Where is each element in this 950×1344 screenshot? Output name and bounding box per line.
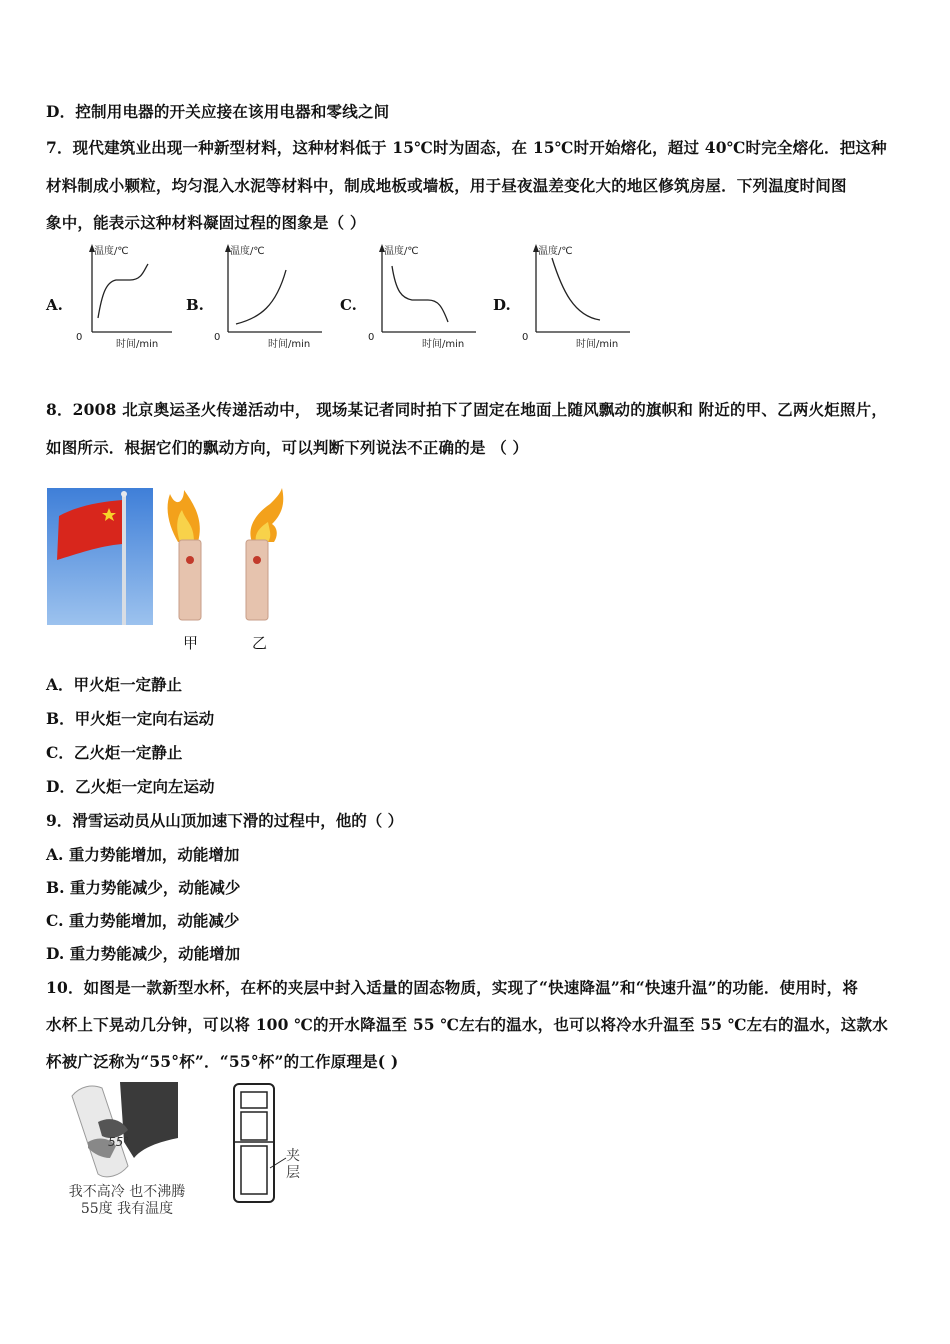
- q7-graph-d-ylabel: 温度/℃: [538, 246, 573, 257]
- torch-label-yi: 乙: [252, 634, 268, 652]
- cup-caption-line2: 55度 我有温度: [80, 1201, 174, 1217]
- q7-graph-a-xlabel: 时间/min: [116, 339, 159, 350]
- q6-option-d: D．控制用电器的开关应接在该用电器和零线之间: [46, 102, 390, 121]
- q9-option-c: C. 重力势能增加，动能减少: [46, 911, 240, 930]
- q10-stem-line2: 水杯上下晃动几分钟，可以将 100 ℃的开水降温至 55 ℃左右的温水，也可以将冷水升温至 55 ℃左右的温水，这款水: [46, 1015, 888, 1034]
- cup-diagram: [228, 1082, 312, 1206]
- q7-graph-a: [72, 240, 182, 352]
- cup-caption-line1: 我不高冷 也不沸腾: [68, 1184, 186, 1200]
- q9-option-d: D. 重力势能减少，动能增加: [46, 944, 241, 963]
- q7-graph-d-label: D.: [493, 296, 511, 314]
- q8-stem-line1: 8．2008 北京奥运圣火传递活动中， 现场某记者同时拍下了固定在地面上随风飘动的旗帜和 附近的甲、乙两火炬照片，: [46, 400, 888, 419]
- interlayer-label: 夹层: [286, 1148, 300, 1181]
- q7-stem-line2: 材料制成小颗粒，均匀混入水泥等材料中，制成地板或墙板，用于昼夜温差变化大的地区修筑房屋．下列温度时间图: [46, 176, 847, 195]
- q7-graph-b-origin: 0: [214, 332, 221, 343]
- q7-graph-a-label: A.: [46, 296, 63, 314]
- q8-option-b: B．甲火炬一定向右运动: [46, 709, 215, 728]
- q7-graph-d-origin: 0: [522, 332, 529, 343]
- q7-graph-d: [518, 240, 638, 352]
- q7-stem-line1: 7．现代建筑业出现一种新型材料，这种材料低于 15℃时为固态，在 15℃时开始熔化，超过 40℃时完全熔化．把这种: [46, 138, 887, 157]
- torch-yi: [238, 488, 292, 623]
- q9-option-b: B. 重力势能减少，动能减少: [46, 878, 241, 897]
- flag-photo: [47, 488, 153, 625]
- q8-option-c: C．乙火炬一定静止: [46, 743, 183, 762]
- cup-mark: 55°: [108, 1135, 130, 1149]
- torch-jia: [160, 488, 214, 623]
- q7-graph-b-ylabel: 温度/℃: [230, 246, 265, 257]
- q7-graph-b: [210, 240, 330, 352]
- q7-graph-c-label: C.: [340, 296, 357, 314]
- q7-graph-b-xlabel: 时间/min: [268, 339, 311, 350]
- q10-stem-line1: 10．如图是一款新型水杯，在杯的夹层中封入适量的固态物质，实现了“快速降温”和“快速升温”的功能．使用时，将: [46, 978, 859, 997]
- q8-option-a: A．甲火炬一定静止: [46, 675, 183, 694]
- q7-graph-a-origin: 0: [76, 332, 83, 343]
- q7-graph-c-xlabel: 时间/min: [422, 339, 465, 350]
- torch-label-jia: 甲: [183, 634, 199, 652]
- q9-option-a: A. 重力势能增加，动能增加: [46, 845, 240, 864]
- q10-stem-line3: 杯被广泛称为“55°杯”．“55°杯”的工作原理是( ): [46, 1052, 399, 1071]
- cup-photo: [58, 1082, 178, 1182]
- q7-graph-c: [364, 240, 484, 352]
- q7-graph-b-label: B.: [186, 296, 204, 314]
- q7-graph-d-xlabel: 时间/min: [576, 339, 619, 350]
- cup-caption: [52, 1184, 202, 1218]
- q7-graph-c-origin: 0: [368, 332, 375, 343]
- q9-stem: 9．滑雪运动员从山顶加速下滑的过程中，他的（ ）: [46, 811, 404, 830]
- q7-graph-c-ylabel: 温度/℃: [384, 246, 419, 257]
- q8-stem-line2: 如图所示．根据它们的飘动方向，可以判断下列说法不正确的是 （ ）: [46, 438, 529, 457]
- q7-stem-line3: 象中，能表示这种材料凝固过程的图象是（ ）: [46, 213, 366, 232]
- q8-option-d: D．乙火炬一定向左运动: [46, 777, 215, 796]
- q7-graph-a-ylabel: 温度/℃: [94, 246, 129, 257]
